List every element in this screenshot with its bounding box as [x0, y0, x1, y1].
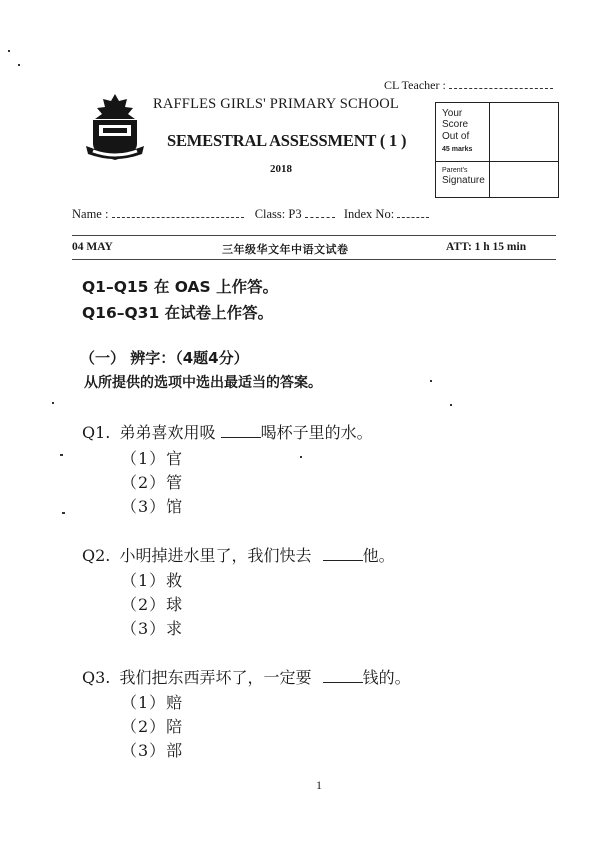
instruction-oas: Q1–Q15 在 OAS 上作答。	[82, 278, 279, 296]
page-number: 1	[316, 778, 322, 792]
score-label-your: Your	[442, 108, 463, 119]
assessment-year: 2018	[270, 163, 292, 175]
q3-option-3[interactable]: （3）部	[121, 741, 184, 760]
q3-option-1[interactable]: （1）赔	[121, 693, 184, 712]
q3-option-2[interactable]: （2）陪	[121, 717, 184, 736]
scan-speck	[450, 404, 452, 406]
cl-teacher-blank	[449, 79, 553, 89]
question-1	[82, 420, 373, 443]
score-label-score: Score	[442, 119, 469, 130]
cl-teacher-text: CL Teacher :	[384, 78, 446, 92]
rule-top	[72, 235, 556, 236]
scan-speck	[18, 64, 20, 66]
question-number: Q1.	[82, 423, 111, 442]
q1-option-2[interactable]: （2）管	[121, 473, 184, 492]
exam-date: 04 MAY	[72, 241, 113, 253]
class-label: Class: P3	[254, 207, 302, 221]
question-2	[82, 543, 395, 566]
answer-blank[interactable]	[323, 670, 363, 683]
parent-label: Parent's	[442, 167, 468, 174]
question-text-before: 弟弟喜欢用吸	[119, 423, 216, 442]
index-field[interactable]	[397, 208, 429, 218]
time-allowed: ATT: 1 h 15 min	[446, 241, 527, 253]
index-label: Index No:	[343, 207, 395, 221]
paper-title: 三年级华文年中语文试卷	[222, 243, 349, 256]
score-box-divider	[489, 103, 490, 197]
question-3	[82, 665, 411, 688]
scan-speck	[300, 456, 302, 458]
scan-speck	[52, 402, 54, 404]
scan-speck	[62, 512, 65, 514]
student-info-row	[72, 207, 429, 222]
school-crest-logo	[83, 92, 147, 164]
name-field[interactable]	[112, 208, 244, 218]
name-label: Name :	[72, 207, 109, 221]
scan-speck	[8, 50, 10, 52]
question-number: Q3.	[82, 668, 111, 687]
score-total-marks: 45 marks	[442, 146, 473, 153]
question-text-after: 钱的。	[362, 668, 411, 687]
instruction-paper: Q16–Q31 在试卷上作答。	[82, 304, 274, 322]
question-text-before: 我们把东西弄坏了，一定要	[119, 668, 312, 687]
school-name: RAFFLES GIRLS' PRIMARY SCHOOL	[153, 96, 399, 112]
answer-blank[interactable]	[221, 425, 261, 438]
section-instruction: 从所提供的选项中选出最适当的答案。	[84, 375, 322, 391]
question-text-after: 他。	[362, 546, 395, 565]
scan-speck	[430, 380, 432, 382]
q2-option-2[interactable]: （2）球	[121, 595, 184, 614]
scan-speck	[60, 454, 63, 456]
rule-bottom	[72, 259, 556, 260]
q2-option-3[interactable]: （3）求	[121, 619, 184, 638]
cl-teacher-label	[384, 78, 553, 93]
q2-option-1[interactable]: （1）救	[121, 571, 184, 590]
score-box-divider	[436, 161, 558, 162]
score-label-out-of: Out of	[442, 131, 470, 142]
question-number: Q2.	[82, 546, 111, 565]
q1-option-1[interactable]: （1）官	[121, 449, 184, 468]
score-box	[435, 102, 559, 198]
q1-option-3[interactable]: （3）馆	[121, 497, 184, 516]
section-title: （一） 辨字：（4题4分）	[80, 349, 249, 367]
question-text-before: 小明掉进水里了，我们快去	[119, 546, 312, 565]
assessment-title: SEMESTRAL ASSESSMENT ( 1 )	[167, 131, 407, 150]
answer-blank[interactable]	[323, 548, 363, 561]
class-field[interactable]	[305, 208, 335, 218]
signature-label: Signature	[442, 175, 485, 186]
question-text-after: 喝杯子里的水。	[260, 423, 373, 442]
